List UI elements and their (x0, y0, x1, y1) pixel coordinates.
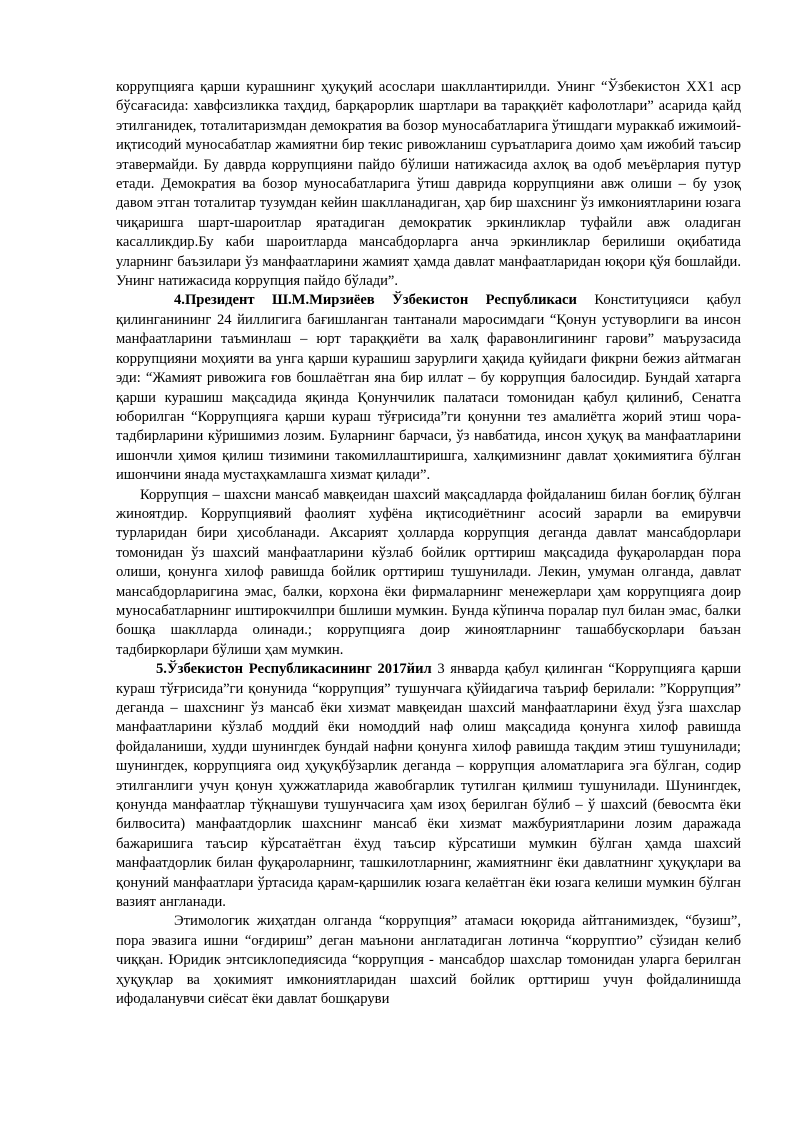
paragraph-1: коррупцияга қарши курашнинг ҳуқуқий асослари шакллантирилди. Унинг “Ўзбекистон XX1 аср бўсағасида: хавфсизликка таҳдид, барқарорлик шартлари ва тараққиёт кафолотлари” асарида қайд этилганидек, тоталитаризмдан демократия ва бозор муносабатларига ўтишдаги мураккаб ижимоий-иқтисодий муносабатлар жамиятни бир текис ривожланиш суръатларига доимо ҳам ижобий таъсир этавермайди. Бу даврда коррупцияни пайдо бўлиши натижасида ахлоқ ва одоб меъёрлария путур етади. Демократия ва бозор муносабатларига ўтиш даврида коррупцияни авж олиши – бу узоқ давом этган тоталитар тузумдан кейин шаклланадиган, ҳар бир шахснинг ўз имкониятларини юзага чиқаришга шарт-шароитлар яратадиган демократик эркинликлар туфайли авж оладиган касалликдир.Бу каби шароитларда мансабдорларга анча эркинликлар берилиши оқибатида уларнинг баъзилари ўз манфаатларини жамият ҳамда давлат манфаатларидан юқори қўя бошлайди. Унинг натижасида коррупция пайдо бўлади”. (116, 79, 741, 290)
document-page (116, 78, 741, 1010)
paragraph-2 (116, 291, 741, 485)
paragraph-2-heading: 4.Президент Ш.М.Мирзиёев Ўзбекистон Республикаси (174, 292, 577, 309)
paragraph-5: Этимологик жиҳатдан олганда “коррупция” атамаси юқорида айтганимиздек, “бузиш”, пора эвазига ишни “оғдириш” деган маънони англатадиган лотинча “корруптио” сўзидан келиб чиққан. Юридик энтсиклопедиясида “коррупция - мансабдор шахслар томонидан уларга берилган ҳуқуқлар ва ҳокимият имкониятларидан шахсий бойлик орттириш учун фойдалинишда ифодаланувчи сиёсат ёки давлат бошқаруви (116, 913, 741, 1008)
paragraph-3: Коррупция – шахсни мансаб мавқеидан шахсий мақсадларда фойдаланиш билан боғлиқ бўлган жиноятдир. Коррупциявий фаолият хуфёна иқтисодиётнинг асосий зарарли ва емирувчи турларидан бири ҳисобланади. Аксарият ҳолларда коррупция деганда давлат мансабдорлари томонидан ўз шахсий манфаатларини кўзлаб бойлик орттириш мақсадида фуқаролардан пора олиши, қонунга хилоф равишда бойлик орттириш тушунилади. Лекин, умуман олганда, давлат мансабдорларигина эмас, балки, корхона ёки фирмаларнинг менежерлари ҳам коррупцияга доир муносабатларнинг иштирокчилпри бшлиши мумкин. Бунда кўпинча поралар пул билан эмас, балки бошқа шаклларда олинади.; коррупцияга доир жиноятларнинг ташаббускорлари баъзан тадбиркорлари бўлиши ҳам мумкин. (116, 486, 741, 658)
paragraph-4-heading: 5.Ўзбекистон Республикасининг 2017йил (156, 661, 432, 678)
paragraph-4 (116, 660, 741, 912)
paragraph-4-text: 3 январда қабул қилинган “Коррупцияга қарши кураш тўғрисида”ги қонунида “коррупция” тушунчага қўйидагича таъриф берилали: ”Коррупция” деганда – шахснинг ўз мансаб ёки хизмат мавқеидан шахсий манфаатларини ёхуд ўзга шахслар манфаатларини кўзлаб моддий ёки номоддий наф олиш мақсадида қонунга хилоф равишда фойдаланиши, худди шунингдек бундай нафни қонунга хилоф равишда тақдим этиш тушунилади; шунингдек, коррупцияга оид ҳуқуқбўзарлик деганда – коррупция аломатларига эга бўлган, содир этилганлиги учун қонун ҳужжатларида жавобгарлик тутилган қилмиш тушунилади. Шунингдек, қонунда манфаатлар тўқнашуви тушунчасига ҳам изоҳ берилган бўлиб – ў шахсий (бевосмта ёки билвосита) манфаатдорлик шахснинг мансаб ёки хизмат мажбуриятларини лозим даражада бажаришига таъсир кўрсатаётган ёхуд таъсир кўрсатиши мумкин бўлган ҳамда шахсий манфаатдорлик билан фуқароларнинг, ташкилотларнинг, жамиятнинг ёки давлатнинг ҳуқуқлари ва қонуний манфаатлари ўртасида қарам-қаршилик юзага келаётган ёки юзага келиши мумкин бўлган вазият англанади. (116, 661, 742, 911)
paragraph-2-text: Конституцияси қабул қилинганининг 24 йиллигига бағишланган тантанали маросимдаги “Қонун устуворлиги ва инсон манфаатларини таъминлаш – юрт тараққиёти ва халқ фаравонлигининг гарови” маърузасида коррупцияни моҳияти ва унга қарши курашиш зарурлиги ҳақида қуйидаги фикрни бежиз айтмаган эди: “Жамият ривожига ғов бошлаётган яна бир иллат – бу коррупция балосидир. Бундай хатарга қарши курашиш мақсадида яқинда Қонунчилик палатаси томонидан қабул қилиниб, Сенатга юборилган “Коррупцияга қарши кураш тўғрисида”ги қонунни тез амалиётга жорий этиш чора-тадбирларини кўришимиз лозим. Буларнинг барчаси, ўз навбатида, инсон ҳуқуқ ва манфаатларини ишончли ҳимоя қилиш тизимини такомиллаштиришга, халқимизнинг давлат ҳокимиятига бўлган ишончини янада мустаҳкамлашга хизмат қилади”. (116, 292, 741, 484)
